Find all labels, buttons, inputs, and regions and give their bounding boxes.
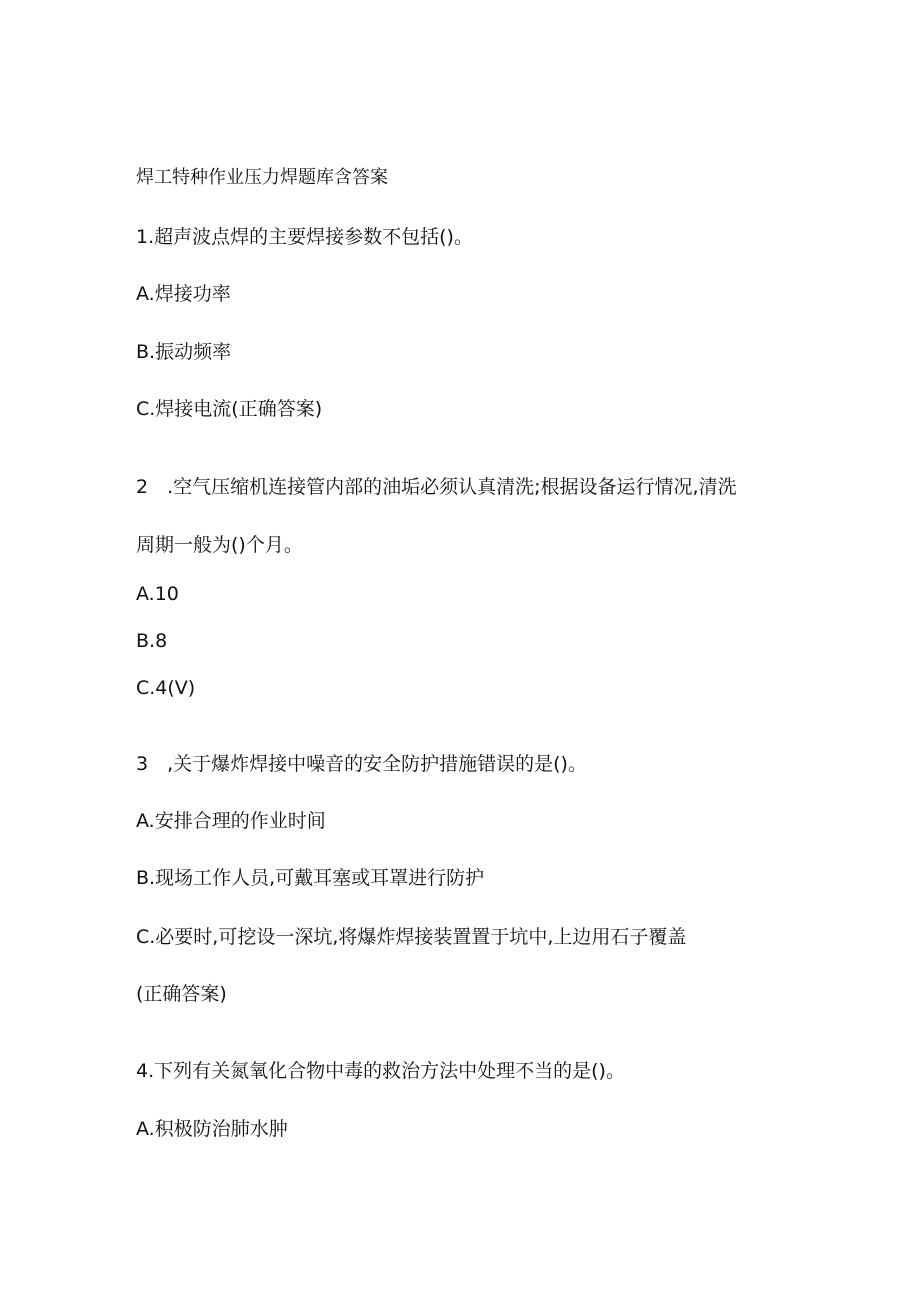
question-1-option-c: C.焊接电流(正确答案) — [136, 398, 323, 420]
question-3-option-a: A.安排合理的作业时间 — [136, 810, 326, 832]
question-3-option-c-line-1: C.必要时,可挖设一深坑,将爆炸焊接装置置于坑中,上边用石子覆盖 — [136, 926, 687, 948]
question-2-option-b: B.8 — [136, 630, 168, 652]
question-3-option-b: B.现场工作人员,可戴耳塞或耳罩进行防护 — [136, 867, 485, 889]
question-2-option-c: C.4(V) — [136, 677, 196, 699]
question-1-text: 1.超声波点焊的主要焊接参数不包括()。 — [136, 226, 473, 248]
question-1-option-a: A.焊接功率 — [136, 283, 231, 305]
question-4-text: 4.下列有关氮氧化合物中毒的救治方法中处理不当的是()。 — [136, 1060, 625, 1082]
document-title: 焊工特种作业压力焊题库含答案 — [136, 167, 388, 188]
question-2-text-line-2: 周期一般为()个月。 — [136, 534, 303, 556]
question-3-text: 3 ,关于爆炸焊接中噪音的安全防护措施错误的是()。 — [136, 753, 587, 775]
question-1-option-b: B.振动频率 — [136, 341, 232, 363]
question-2-option-a: A.10 — [136, 583, 179, 605]
question-4-option-a: A.积极防治肺水肿 — [136, 1118, 288, 1140]
question-2-text-line-1: 2 .空气压缩机连接管内部的油垢必须认真清洗;根据设备运行情况,清洗 — [136, 476, 737, 498]
question-3-option-c-line-2: (正确答案) — [136, 983, 227, 1005]
